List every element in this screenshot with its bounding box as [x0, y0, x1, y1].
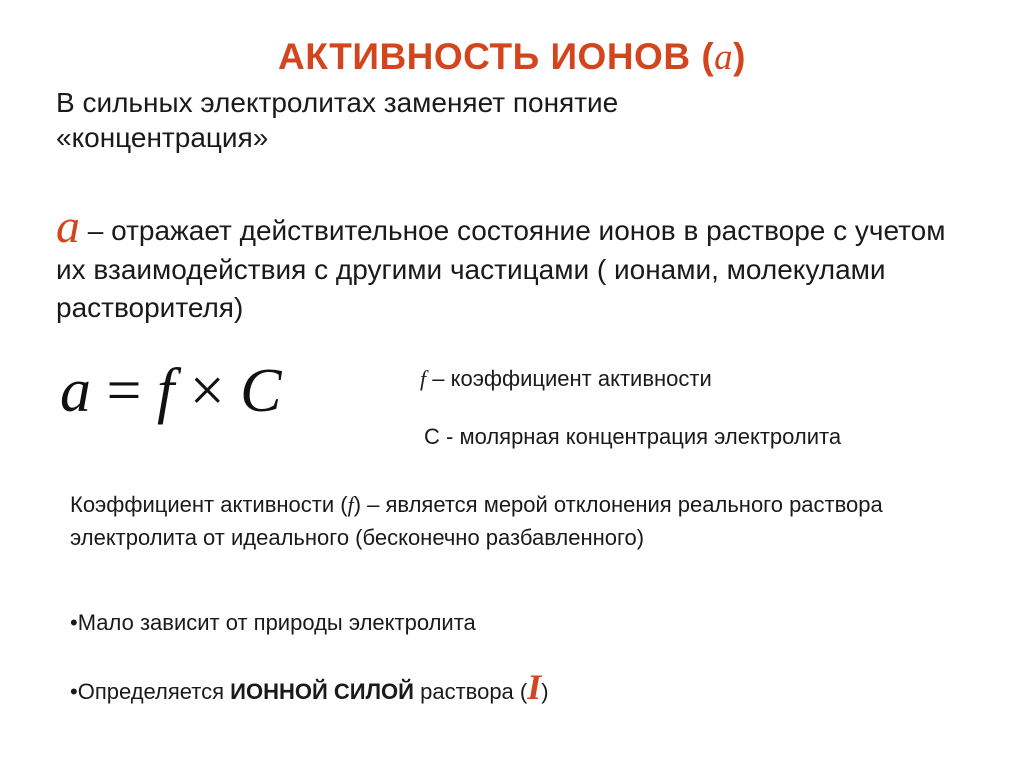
activity-symbol: a: [56, 200, 80, 253]
formula-a: a: [60, 357, 91, 425]
ionic-strength-symbol: I: [527, 667, 542, 707]
legend-c-symbol: C: [424, 424, 440, 449]
bullet-2-bold: ИОННОЙ СИЛОЙ: [230, 679, 414, 704]
formula-times: ×: [174, 357, 241, 425]
title-text: АКТИВНОСТЬ ИОНОВ (: [278, 36, 715, 77]
coefficient-symbol: f: [347, 492, 354, 517]
activity-formula: [60, 356, 282, 427]
bullet-2-before: •Определяется: [70, 679, 231, 704]
legend-f-text: – коэффициент активности: [426, 366, 712, 391]
title-symbol: a: [714, 37, 734, 78]
definition-text: – отражает действительное состояние ионов в растворе с учетом их взаимодействия с другими частицами ( ионами, молекулами растворителя): [56, 215, 946, 324]
bullet-2-after: раствора (: [413, 679, 528, 704]
intro-line-2: «концентрация»: [56, 122, 269, 154]
legend-f-symbol: f: [420, 366, 427, 391]
legend-f: [420, 366, 712, 392]
formula-c: C: [240, 357, 282, 425]
title-close: ): [733, 36, 746, 77]
formula-f: f: [156, 357, 175, 425]
definition-paragraph: [56, 200, 956, 328]
coefficient-before: Коэффициент активности (: [70, 492, 348, 517]
legend-c-text: - молярная концентрация электролита: [439, 424, 842, 449]
bullet-2-close: ): [541, 679, 549, 704]
slide-title: [0, 36, 1024, 79]
legend-c: [424, 424, 841, 450]
intro-line-1: В сильных электролитах заменяет понятие: [56, 87, 619, 118]
intro-paragraph: [56, 85, 856, 156]
coefficient-after: ) – является мерой отклонения реального раствора электролита от идеального (бесконечно разбавленного): [70, 492, 883, 550]
bullet-ionic-strength: [70, 667, 549, 707]
formula-equals: =: [91, 357, 157, 425]
bullet-nature: •Мало зависит от природы электролита: [70, 610, 476, 635]
coefficient-paragraph: [70, 488, 930, 554]
